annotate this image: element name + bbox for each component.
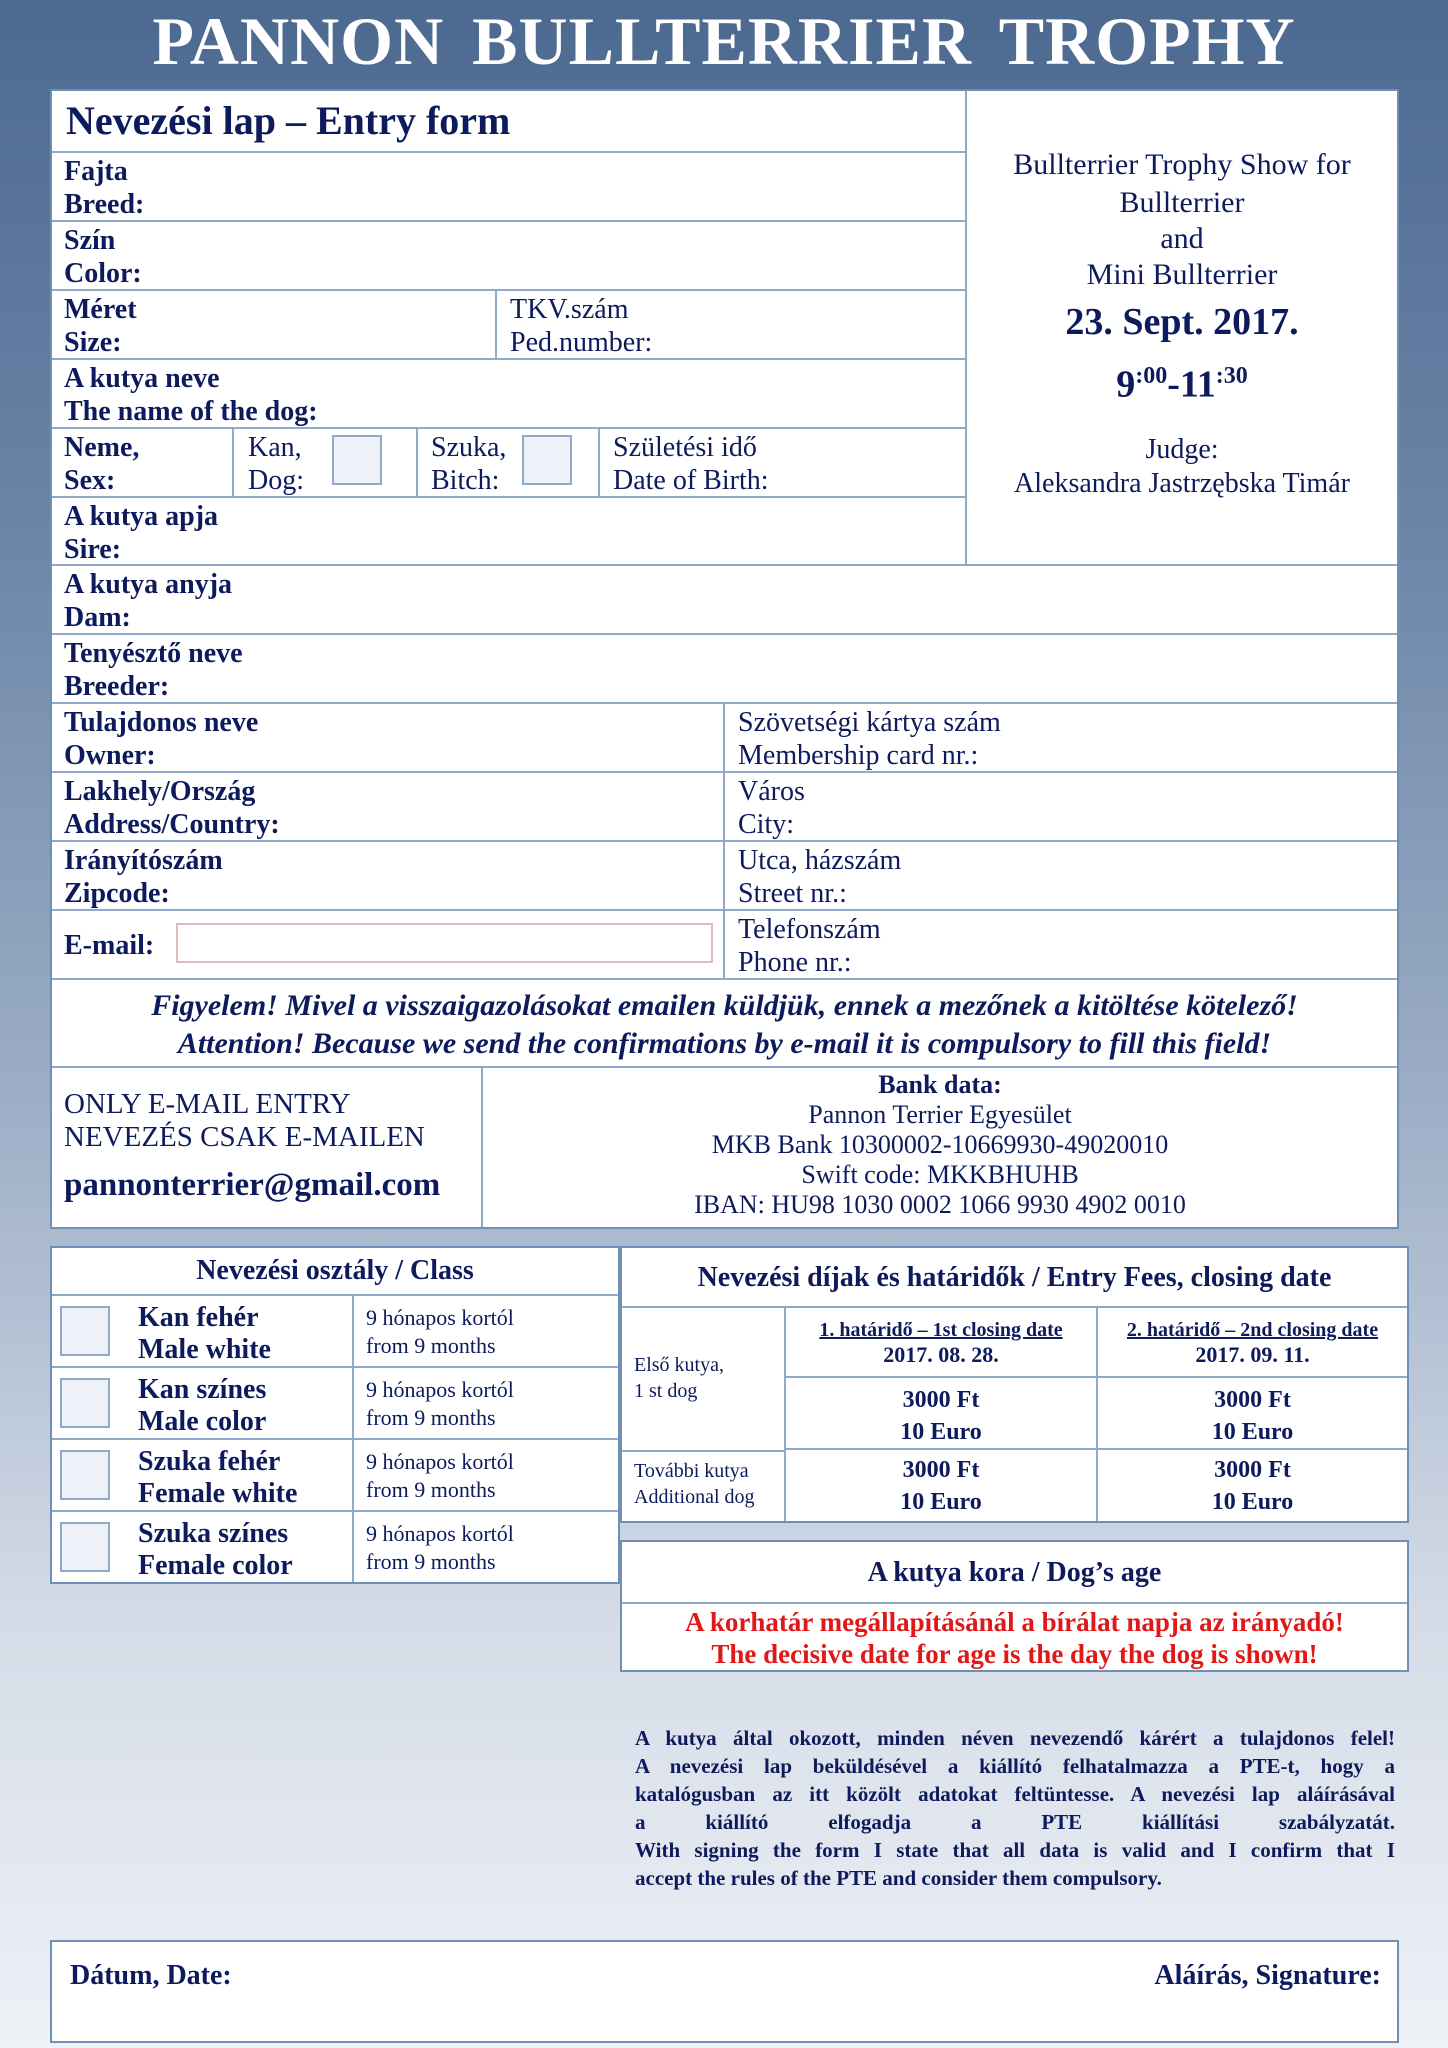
bank-line: Swift code: MKKBHUHB bbox=[801, 1160, 1079, 1189]
closing-date-value-1: 2017. 08. 28. bbox=[883, 1342, 999, 1367]
closing-label-1: 1. határidő – 1st closing date bbox=[819, 1319, 1063, 1341]
class-checkbox[interactable] bbox=[60, 1450, 110, 1500]
fee-add-2 bbox=[1098, 1452, 1407, 1521]
class-name-hu: Kan fehér bbox=[138, 1302, 259, 1333]
breed-label-en: Breed: bbox=[64, 189, 145, 220]
city-label-hu: Város bbox=[738, 776, 805, 807]
fee-value: 3000 Ft bbox=[1214, 1457, 1291, 1483]
dam-label-en: Dam: bbox=[64, 602, 131, 633]
form-heading-row bbox=[52, 91, 965, 153]
show-info-line1: Bullterrier Trophy Show for bbox=[1013, 148, 1351, 181]
class-age-en: from 9 months bbox=[366, 1405, 496, 1430]
class-name-en: Male color bbox=[138, 1406, 267, 1437]
class-checkbox[interactable] bbox=[60, 1306, 110, 1356]
class-age-en: from 9 months bbox=[366, 1549, 496, 1574]
dog-name-label-hu: A kutya neve bbox=[64, 363, 220, 394]
breed-label-hu: Fajta bbox=[64, 156, 128, 187]
divider bbox=[723, 911, 725, 980]
bank-data bbox=[483, 1070, 1397, 1220]
date-label[interactable]: Dátum, Date: bbox=[70, 1960, 232, 1991]
show-info-line4: Mini Bullterrier bbox=[1086, 258, 1278, 291]
female-label-hu: Szuka, bbox=[431, 432, 507, 463]
divider bbox=[723, 773, 725, 842]
class-row[interactable] bbox=[52, 1370, 618, 1440]
ped-label-en: Ped.number: bbox=[510, 327, 653, 358]
class-age-en: from 9 months bbox=[366, 1477, 496, 1502]
closing-date-2 bbox=[1098, 1318, 1407, 1378]
time-end: 11 bbox=[1179, 363, 1216, 406]
sire-label-en: Sire: bbox=[64, 534, 122, 565]
class-name-en: Male white bbox=[138, 1334, 271, 1365]
only-email-hu: NEVEZÉS CSAK E-MAILEN bbox=[64, 1121, 425, 1153]
fee-value: 3000 Ft bbox=[1214, 1387, 1291, 1413]
class-name-hu: Szuka fehér bbox=[138, 1446, 281, 1477]
divider bbox=[598, 429, 600, 498]
time-end-sup: :30 bbox=[1215, 363, 1248, 389]
fee-value: 10 Euro bbox=[1211, 1489, 1294, 1515]
class-name-en: Female color bbox=[138, 1550, 293, 1581]
male-label-hu: Kan, bbox=[248, 432, 302, 463]
color-label-hu: Szín bbox=[64, 225, 116, 256]
disclaimer bbox=[635, 1724, 1395, 1892]
size-row bbox=[52, 291, 965, 360]
class-age-hu: 9 hónapos kortól bbox=[366, 1449, 514, 1474]
disclaimer-line: With signing the form I state that all data is valid and I confirm that I bbox=[635, 1838, 1395, 1862]
bank-line: Pannon Terrier Egyesület bbox=[808, 1100, 1072, 1129]
class-checkbox[interactable] bbox=[60, 1522, 110, 1572]
show-time bbox=[967, 350, 1397, 411]
contact-email[interactable]: pannonterrier@gmail.com bbox=[64, 1167, 441, 1203]
dob-label-en: Date of Birth: bbox=[613, 465, 769, 496]
class-name-hu: Kan színes bbox=[138, 1374, 267, 1405]
fee-first-2 bbox=[1098, 1380, 1407, 1450]
closing-date-1 bbox=[786, 1318, 1096, 1378]
breeder-label-hu: Tenyésztő neve bbox=[64, 638, 243, 669]
disclaimer-line: a kiállító elfogadja a PTE kiállítási szabályzatát. bbox=[635, 1810, 1395, 1834]
email-row bbox=[52, 911, 1397, 980]
size-label-hu: Méret bbox=[64, 294, 137, 325]
divider bbox=[416, 429, 418, 498]
ped-label-hu: TKV.szám bbox=[510, 294, 629, 325]
address-label-hu: Lakhely/Ország bbox=[64, 776, 256, 807]
membership-label-hu: Szövetségi kártya szám bbox=[738, 707, 1001, 738]
fee-value: 10 Euro bbox=[900, 1419, 982, 1445]
color-label-en: Color: bbox=[64, 258, 142, 289]
fees-title: Nevezési díjak és határidők / Entry Fees, closing date bbox=[622, 1248, 1407, 1308]
male-checkbox[interactable] bbox=[332, 435, 382, 485]
notice-hu: Figyelem! Mivel a visszaigazolásokat emailen küldjük, ennek a mezőnek a kitöltése kötelező! bbox=[151, 989, 1298, 1022]
first-dog-en: 1 st dog bbox=[634, 1380, 698, 1402]
zip-row bbox=[52, 842, 1397, 911]
fees-panel bbox=[620, 1246, 1409, 1523]
show-date: 23. Sept. 2017. bbox=[1065, 301, 1299, 343]
female-label-en: Bitch: bbox=[431, 465, 500, 496]
class-row[interactable] bbox=[52, 1514, 618, 1582]
email-label: E-mail: bbox=[64, 930, 155, 961]
age-title: A kutya kora / Dog’s age bbox=[622, 1542, 1407, 1604]
bank-line: MKB Bank 10300002-10669930-49020010 bbox=[711, 1130, 1169, 1159]
dog-name-row[interactable] bbox=[52, 360, 965, 429]
city-label-en: City: bbox=[738, 809, 795, 840]
dam-label-hu: A kutya anyja bbox=[64, 569, 233, 600]
sex-row bbox=[52, 429, 965, 498]
additional-dog-hu: További kutya bbox=[634, 1460, 749, 1482]
class-age-hu: 9 hónapos kortól bbox=[366, 1521, 514, 1546]
address-label-en: Address/Country: bbox=[64, 809, 280, 840]
owner-label-hu: Tulajdonos neve bbox=[64, 707, 259, 738]
female-checkbox[interactable] bbox=[522, 435, 572, 485]
fee-value: 3000 Ft bbox=[902, 1387, 980, 1413]
class-age-en: from 9 months bbox=[366, 1333, 496, 1358]
email-notice bbox=[52, 980, 1397, 1068]
male-label-en: Dog: bbox=[248, 465, 304, 496]
class-title: Nevezési osztály / Class bbox=[52, 1248, 618, 1296]
sire-row[interactable] bbox=[52, 498, 965, 566]
breeder-label-en: Breeder: bbox=[64, 671, 170, 702]
disclaimer-line: A nevezési lap beküldésével a kiállító felhatalmazza a PTE-t, hogy a bbox=[635, 1754, 1395, 1778]
breed-row[interactable] bbox=[52, 153, 965, 222]
breeder-row[interactable] bbox=[52, 635, 1397, 704]
color-row[interactable] bbox=[52, 222, 965, 291]
fee-value: 10 Euro bbox=[900, 1489, 982, 1515]
fee-value: 3000 Ft bbox=[902, 1457, 980, 1483]
divider bbox=[232, 429, 234, 498]
class-row[interactable] bbox=[52, 1442, 618, 1512]
dob-label-hu: Születési idő bbox=[613, 432, 757, 463]
signature-label[interactable]: Aláírás, Signature: bbox=[1154, 1960, 1381, 1991]
additional-dog-en: Additional dog bbox=[634, 1486, 755, 1508]
sex-label-hu: Neme, bbox=[64, 432, 140, 463]
bank-line: IBAN: HU98 1030 0002 1066 9930 4902 0010 bbox=[694, 1190, 1186, 1219]
contact-bank-row bbox=[52, 1068, 1397, 1227]
phone-label-en: Phone nr.: bbox=[738, 947, 852, 978]
fee-add-1 bbox=[786, 1452, 1096, 1521]
zip-label-en: Zipcode: bbox=[64, 878, 170, 909]
divider bbox=[495, 291, 497, 360]
street-label-en: Street nr.: bbox=[738, 878, 847, 909]
class-panel bbox=[50, 1246, 620, 1584]
sex-label-en: Sex: bbox=[64, 465, 116, 496]
membership-label-en: Membership card nr.: bbox=[738, 740, 979, 771]
show-info-line3: and bbox=[1160, 222, 1204, 255]
age-note-en: The decisive date for age is the day the dog is shown! bbox=[711, 1639, 1318, 1669]
signature-panel bbox=[50, 1940, 1399, 2043]
time-start: 9 bbox=[1116, 363, 1136, 406]
owner-row bbox=[52, 704, 1397, 773]
size-label-en: Size: bbox=[64, 327, 122, 358]
email-input[interactable] bbox=[176, 923, 713, 963]
class-age-hu: 9 hónapos kortól bbox=[366, 1305, 514, 1330]
divider bbox=[723, 704, 725, 773]
class-name-en: Female white bbox=[138, 1478, 298, 1509]
divider bbox=[723, 842, 725, 911]
owner-label-en: Owner: bbox=[64, 740, 156, 771]
bank-title: Bank data: bbox=[878, 1070, 1002, 1099]
show-info-line2: Bullterrier bbox=[1119, 186, 1245, 219]
form-heading: Nevezési lap – Entry form bbox=[66, 98, 511, 143]
age-panel bbox=[620, 1540, 1409, 1672]
zip-label-hu: Irányítószám bbox=[64, 845, 223, 876]
first-dog-hu: Első kutya, bbox=[634, 1354, 724, 1376]
time-start-sup: :00 bbox=[1135, 363, 1168, 389]
fee-first-1 bbox=[786, 1380, 1096, 1450]
show-info bbox=[967, 146, 1397, 501]
closing-label-2: 2. határidő – 2nd closing date bbox=[1126, 1319, 1379, 1341]
divider bbox=[622, 1450, 786, 1452]
judge-label: Judge: bbox=[1145, 433, 1219, 465]
time-dash: - bbox=[1167, 363, 1180, 406]
disclaimer-line: accept the rules of the PTE and consider them compulsory. bbox=[635, 1866, 1162, 1890]
street-label-hu: Utca, házszám bbox=[738, 845, 902, 876]
class-age-hu: 9 hónapos kortól bbox=[366, 1377, 514, 1402]
sire-label-hu: A kutya apja bbox=[64, 501, 219, 532]
phone-label-hu: Telefonszám bbox=[738, 914, 881, 945]
only-email-en: ONLY E-MAIL ENTRY bbox=[64, 1088, 351, 1120]
age-note-hu: A korhatár megállapításánál a bírálat napja az irányadó! bbox=[685, 1607, 1344, 1637]
age-note bbox=[622, 1606, 1407, 1670]
class-name-hu: Szuka színes bbox=[138, 1518, 289, 1549]
judge-name: Aleksandra Jastrzębska Timár bbox=[1014, 467, 1350, 499]
fee-value: 10 Euro bbox=[1211, 1419, 1294, 1445]
class-checkbox[interactable] bbox=[60, 1378, 110, 1428]
disclaimer-line: A kutya által okozott, minden néven nevezendő kárért a tulajdonos felel! bbox=[635, 1726, 1395, 1750]
page-title: PANNON BULLTERRIER TROPHY bbox=[152, 3, 1296, 79]
closing-date-value-2: 2017. 09. 11. bbox=[1195, 1342, 1310, 1367]
notice-en: Attention! Because we send the confirmations by e-mail it is compulsory to fill this field! bbox=[177, 1027, 1272, 1060]
disclaimer-line: katalógusban az itt közölt adatokat feltüntesse. A nevezési lap aláírásával bbox=[635, 1782, 1395, 1806]
dog-name-label-en: The name of the dog: bbox=[64, 396, 318, 427]
address-row bbox=[52, 773, 1397, 842]
class-row[interactable] bbox=[52, 1298, 618, 1368]
dam-row[interactable] bbox=[52, 566, 1397, 635]
